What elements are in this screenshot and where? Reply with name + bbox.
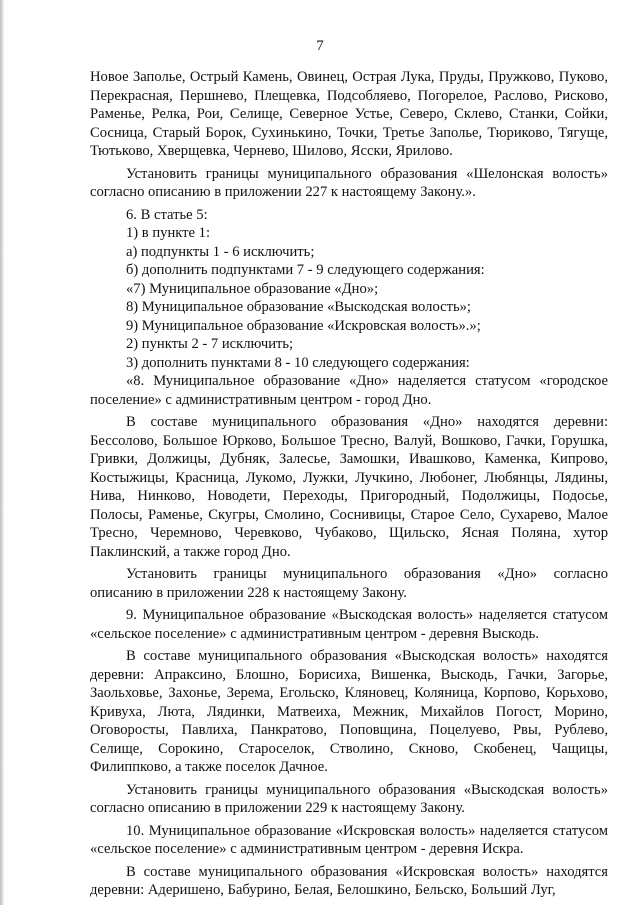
page-number: 7 bbox=[316, 38, 324, 54]
paragraph-vyskod-villages: В составе муниципального образования «Выскодская волость» находятся деревни: Апраксино, Блошно, Борисиха, Вишенка, Выскодь, Гачки, Загорье, Заольховье, Захонье, Зерема, Егольско, Кляновец, Коляница, Корпово, Корьхово, Кривуха, Люта, Лядинки, Матвеиха, Межник, Михайлов Погост, Морино, Оговоросты, Павлиха, Панкратово, Поповщина, Поцелуево, Рвы, Рублево, Селище, Сорокино, Староселок, Стволино, Скново, Скобенец, Чащицы, Филиппково, а также поселок Дачное. bbox=[90, 648, 608, 775]
paragraph-village-list-continued: Новое Заполье, Острый Камень, Овинец, Острая Лука, Пруды, Пружково, Пуково, Перекрасная, Першнево, Плещевка, Подсобляево, Погорелое, Раслово, Рисково, Раменье, Релка, Рои, Селище, Северное Устье, Северо, Склево, Станки, Сойки, Сосница, Старый Борок, Сухинькино, Точки, Третье Заполье, Тюриково, Тягуще, Тютьково, Хверщевка, Чернево, Шилово, Ясски, Ярилово. bbox=[90, 69, 608, 159]
paragraph-point-10: 10. Муниципальное образование «Искровская волость» наделяется статусом «сельское поселение» с административным центром - деревня Искра. bbox=[90, 822, 608, 857]
paragraph-point-8: «8. Муниципальное образование «Дно» наделяется статусом «городское поселение» с административным центром - город Дно. bbox=[90, 373, 608, 408]
paragraph-item-3: 3) дополнить пунктами 8 - 10 следующего содержания: bbox=[126, 354, 470, 371]
document-body bbox=[90, 68, 608, 900]
paragraph-subitem-8: 8) Муниципальное образование «Выскодская волость»; bbox=[126, 299, 471, 315]
paragraph-shelon-borders: Установить границы муниципального образования «Шелонская волость» согласно описанию в приложении 227 к настоящему Закону.». bbox=[90, 165, 608, 200]
paragraph-item-2: 2) пункты 2 - 7 исключить; bbox=[126, 336, 294, 352]
paragraph-point-9: 9. Муниципальное образование «Выскодская волость» наделяется статусом «сельское поселение» с административным центром - деревня Выскодь. bbox=[90, 607, 608, 642]
paragraph-dno-villages: В составе муниципального образования «Дно» находятся деревни: Бессолово, Большое Юрково, Большое Тресно, Валуй, Вошково, Гачки, Горушка, Гривки, Должицы, Дубняк, Залесье, Замошки, Ивашково, Каменка, Кипрово, Костыжицы, Красница, Лукомо, Лужки, Лучкино, Любонег, Любянцы, Лядины, Нива, Нинково, Новодети, Переходы, Пригородный, Подолжицы, Подосье, Полосы, Раменье, Скугры, Смолино, Соснивицы, Старое Село, Сухарево, Малое Тресно, Черемново, Черевково, Чубаково, Щильско, Ясная Поляна, хутор Паклинский, а также город Дно. bbox=[90, 414, 608, 560]
paragraph-dno-borders: Установить границы муниципального образования «Дно» согласно описанию в приложении 228 к настоящему Закону. bbox=[90, 566, 608, 601]
paragraph-subitem-9: 9) Муниципальное образование «Искровская волость».»; bbox=[126, 317, 481, 334]
paragraph-subitem-7: «7) Муниципальное образование «Дно»; bbox=[126, 280, 379, 297]
paragraph-article-5: 6. В статье 5: bbox=[126, 206, 208, 223]
paragraph-vyskod-borders: Установить границы муниципального образования «Выскодская волость» согласно описанию в приложении 229 к настоящему Закону. bbox=[90, 781, 608, 816]
paragraph-iskra-villages: В составе муниципального образования «Искровская волость» находятся деревни: Адеришено, Бабурино, Белая, Белошкино, Бельско, Больший Луг, bbox=[90, 863, 608, 898]
paragraph-subitem-b: б) дополнить подпунктами 7 - 9 следующего содержания: bbox=[126, 262, 485, 278]
page-left-edge bbox=[0, 0, 4, 905]
paragraph-item-1: 1) в пункте 1: bbox=[126, 225, 211, 241]
paragraph-subitem-a: а) подпункты 1 - 6 исключить; bbox=[126, 243, 315, 260]
